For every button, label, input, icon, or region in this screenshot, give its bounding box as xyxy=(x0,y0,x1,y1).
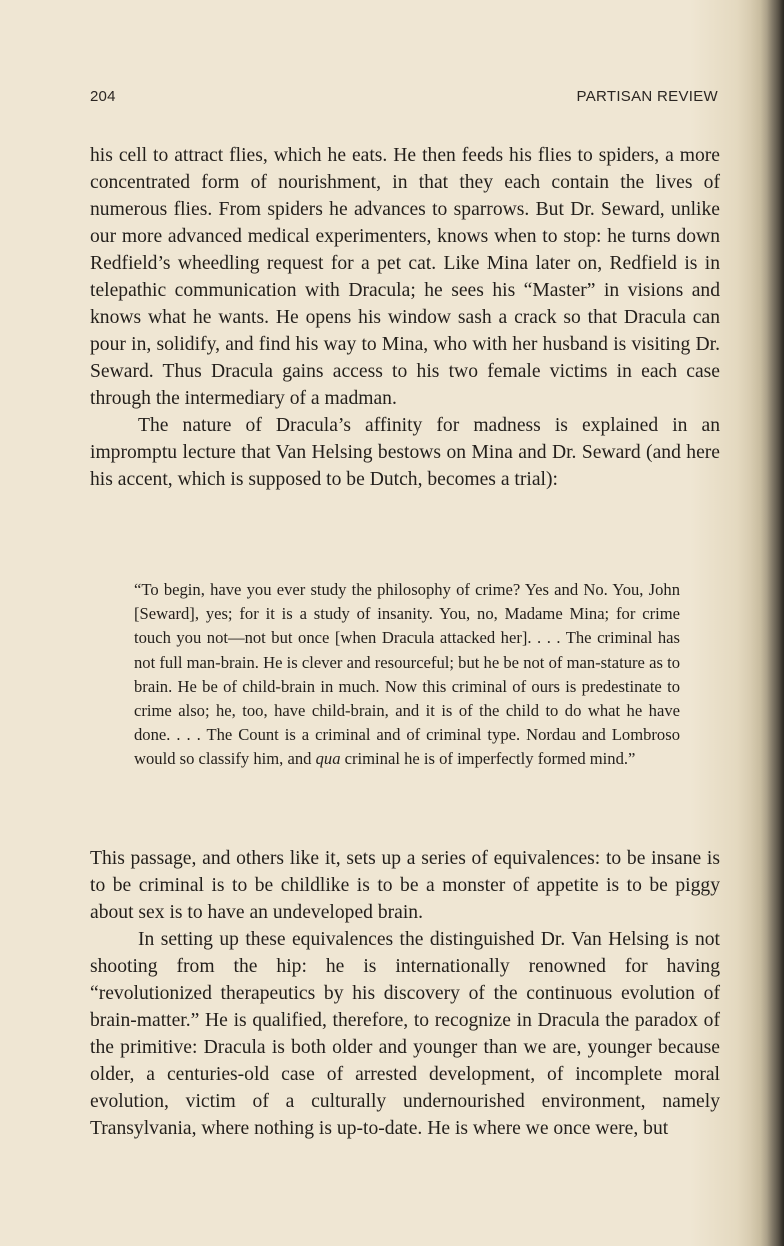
running-head xyxy=(90,88,718,108)
quote-text-end: criminal he is of imperfectly formed mind.” xyxy=(340,749,636,769)
quote-text: “To begin, have you ever study the philosophy of crime? Yes and No. You, John [Seward], yes; for it is a study of insanity. You, no, Madame Mina; for crime touch you not—not but once [when Dracula attacked her]. . . . The criminal has not full man-brain. He is clever and resourceful; but he be not of man-stature as to brain. He be of child-brain in much. Now this criminal of ours is predestinate to crime also; he, too, have child-brain, and it is of the child to do what he have done. . . . The Count is a criminal and of criminal type. Nordau and Lombroso would so classify him, and xyxy=(134,580,680,769)
paragraph: The nature of Dracula’s affinity for madness is explained in an impromptu lecture that Van Helsing bestows on Mina and Dr. Seward (and here his accent, which is supposed to be Dutch, becomes a trial): xyxy=(90,415,720,490)
body-text-top xyxy=(90,142,720,493)
page-gutter-shadow xyxy=(750,0,784,1246)
paragraph: In setting up these equivalences the distinguished Dr. Van Helsing is not shooting from the hip: he is internationally renowned for having “revolutionized therapeutics by his discovery of the continuous evolution of brain-matter.” He is qualified, therefore, to recognize in Dracula the paradox of the primitive: Dracula is both older and younger than we are, younger because older, a centuries-old case of arrested development, of incomplete moral evolution, victim of a culturally undernourished environment, namely Transylvania, where nothing is up-to-date. He is where we once were, but xyxy=(90,929,720,1139)
body-text-bottom xyxy=(90,845,720,1142)
paragraph: This passage, and others like it, sets up a series of equivalences: to be insane is to be criminal is to be childlike is to be a monster of appetite is to be piggy about sex is to have an undeveloped brain. xyxy=(90,848,720,923)
block-quote xyxy=(134,578,680,772)
journal-title: PARTISAN REVIEW xyxy=(576,88,718,105)
paragraph: his cell to attract flies, which he eats. He then feeds his flies to spiders, a more concentrated form of nourishment, in that they each contain the lives of numerous flies. From spiders he advances to sparrows. But Dr. Seward, unlike our more advanced medical experimenters, knows when to stop: he turns down Redfield’s wheedling request for a pet cat. Like Mina later on, Redfield is in telepathic communication with Dracula; he sees his “Master” in visions and knows what he wants. He opens his window sash a crack so that Dracula can pour in, solidify, and find his way to Mina, who with her husband is visiting Dr. Seward. Thus Dracula gains access to his two female victims in each case through the intermediary of a madman. xyxy=(90,145,720,409)
quote-italic-word: qua xyxy=(315,749,341,769)
page-number: 204 xyxy=(90,88,116,105)
quote-paragraph xyxy=(134,578,680,772)
